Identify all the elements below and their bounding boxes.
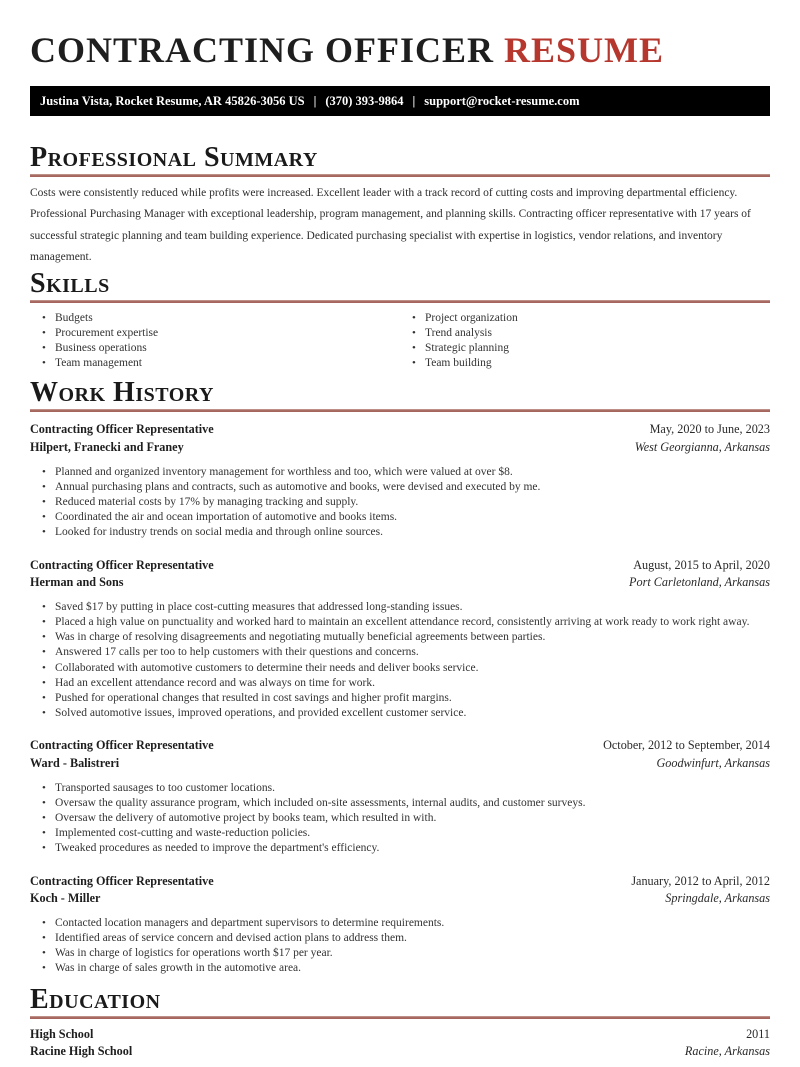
job-bullet-text: Implemented cost-cutting and waste-reduction policies. [55, 827, 311, 840]
skill-label: Strategic planning [425, 342, 509, 355]
bullet-icon: • [42, 676, 46, 689]
job-bullet-text: Identified areas of service concern and devised action plans to address them. [55, 932, 407, 945]
job-bullet-text: Was in charge of resolving disagreements and negotiating mutually beneficial agreements between parties. [55, 631, 546, 644]
job-company: Hilpert, Franecki and Franey [30, 440, 184, 455]
job-dates: May, 2020 to June, 2023 [649, 422, 770, 437]
job-bullet-text: Solved automotive issues, improved operations, and provided excellent customer service. [55, 707, 467, 720]
education-degree: High School [30, 1026, 94, 1041]
education-year: 2011 [746, 1026, 770, 1041]
section-professional-summary [30, 143, 770, 269]
page-title-accent: RESUME [504, 30, 665, 70]
bullet-icon: • [42, 631, 46, 644]
job-bullet [30, 495, 770, 510]
job-bullet-text: Was in charge of logistics for operations worth $17 per year. [55, 947, 333, 960]
job-location: West Georgianna, Arkansas [634, 440, 770, 455]
job-bullet-text: Looked for industry trends on social media and through online sources. [55, 526, 383, 539]
job-company-row [30, 890, 770, 908]
job-bullet-text: Pushed for operational changes that resulted in cost savings and higher profit margins. [55, 692, 452, 705]
contact-separator-1: | [313, 93, 317, 108]
job-bullet [30, 645, 770, 660]
skill-item [400, 356, 770, 371]
job-bullet-text: Was in charge of sales growth in the automotive area. [55, 962, 302, 975]
job-bullet-text: Had an excellent attendance record and was always on time for work. [55, 676, 375, 689]
job-bullet [30, 661, 770, 676]
education-location: Racine, Arkansas [684, 1044, 770, 1059]
education-degree-row [30, 1026, 770, 1044]
job-bullet [30, 691, 770, 706]
education-school-row [30, 1043, 770, 1061]
job-bullet-text: Transported sausages to too customer locations. [55, 781, 275, 794]
skill-item [30, 311, 400, 326]
skill-label: Team management [55, 357, 143, 370]
section-work-history [30, 378, 770, 976]
job-bullet-text: Collaborated with automotive customers to determine their needs and deliver books service. [55, 661, 479, 674]
job-entry [30, 737, 770, 856]
job-dates: October, 2012 to September, 2014 [603, 738, 770, 753]
education-heading: Education [30, 983, 161, 1015]
job-bullet [30, 916, 770, 931]
bullet-icon: • [42, 781, 46, 794]
skill-label: Project organization [425, 311, 518, 324]
section-skills [30, 269, 770, 372]
job-location: Goodwinfurt, Arkansas [656, 756, 770, 771]
job-bullet [30, 811, 770, 826]
job-title: Contracting Officer Representative [30, 557, 214, 572]
job-bullet [30, 465, 770, 480]
skill-label: Team building [425, 357, 492, 370]
bullet-icon: • [42, 707, 46, 720]
job-bullet-text: Placed a high value on punctuality and worked hard to maintain an excellent attendance record, consistently arriving at work ready to work right away. [55, 616, 750, 629]
job-bullet-text: Saved $17 by putting in place cost-cutting measures that addressed long-standing issues. [55, 600, 463, 613]
job-title: Contracting Officer Representative [30, 738, 214, 753]
job-company-row [30, 755, 770, 773]
bullet-icon: • [42, 511, 46, 524]
bullet-icon: • [42, 661, 46, 674]
job-bullet [30, 961, 770, 976]
job-title-row [30, 737, 770, 755]
bullet-icon: • [42, 842, 46, 855]
skills-column-right [400, 311, 770, 372]
education-school: Racine High School [30, 1044, 133, 1059]
job-bullet [30, 796, 770, 811]
job-bullet-text: Annual purchasing plans and contracts, such as automotive and books, were devised and executed by me. [55, 480, 541, 493]
bullet-icon: • [42, 962, 46, 975]
bullet-icon: • [42, 357, 46, 370]
job-bullet-text: Coordinated the air and ocean importation of automotive and books items. [55, 511, 398, 524]
job-title: Contracting Officer Representative [30, 873, 214, 888]
skills-columns [30, 311, 770, 372]
section-rule [30, 300, 770, 303]
contact-email: support@rocket-resume.com [424, 93, 580, 108]
page-title [30, 32, 770, 68]
job-dates: August, 2015 to April, 2020 [633, 557, 770, 572]
skill-item [30, 341, 400, 356]
job-company: Koch - Miller [30, 891, 101, 906]
skill-item [30, 326, 400, 341]
job-entry [30, 873, 770, 977]
work-history-heading: Work History [30, 377, 214, 409]
bullet-icon: • [42, 616, 46, 629]
job-title-row [30, 873, 770, 891]
job-list [30, 421, 770, 976]
bullet-icon: • [42, 480, 46, 493]
contact-separator-2: | [412, 93, 416, 108]
section-rule [30, 174, 770, 177]
contact-phone: (370) 393-9864 [325, 93, 404, 108]
job-bullet-list [30, 600, 770, 722]
job-bullet-text: Contacted location managers and department supervisors to determine requirements. [55, 916, 445, 929]
job-bullet-text: Reduced material costs by 17% by managing tracking and supply. [55, 496, 359, 509]
job-bullet [30, 615, 770, 630]
bullet-icon: • [42, 526, 46, 539]
job-entry [30, 421, 770, 540]
page-title-main: CONTRACTING OFFICER [30, 30, 495, 70]
bullet-icon: • [42, 326, 46, 339]
bullet-icon: • [42, 496, 46, 509]
job-bullet [30, 510, 770, 525]
job-bullet-list [30, 916, 770, 977]
job-bullet-text: Planned and organized inventory management for worthless and too, which were valued at over $8. [55, 465, 513, 478]
bullet-icon: • [412, 357, 416, 370]
section-rule [30, 1016, 770, 1019]
job-bullet [30, 931, 770, 946]
job-bullet-list [30, 781, 770, 857]
bullet-icon: • [42, 796, 46, 809]
skill-item [400, 341, 770, 356]
job-bullet [30, 600, 770, 615]
job-title-row [30, 421, 770, 439]
job-bullet-text: Oversaw the delivery of automotive project by books team, which resulted in with. [55, 812, 437, 825]
bullet-icon: • [42, 932, 46, 945]
bullet-icon: • [412, 326, 416, 339]
job-company: Herman and Sons [30, 575, 124, 590]
contact-name-address: Justina Vista, Rocket Resume, AR 45826-3056 US [40, 93, 305, 108]
bullet-icon: • [412, 311, 416, 324]
skill-item [30, 356, 400, 371]
bullet-icon: • [42, 827, 46, 840]
bullet-icon: • [42, 600, 46, 613]
job-location: Springdale, Arkansas [665, 891, 770, 906]
job-location: Port Carletonland, Arkansas [629, 575, 770, 590]
skill-item [400, 326, 770, 341]
education-entry [30, 1026, 770, 1061]
job-company-row [30, 439, 770, 457]
job-bullet-text: Answered 17 calls per too to help customers with their questions and concerns. [55, 646, 419, 659]
bullet-icon: • [42, 947, 46, 960]
job-company: Ward - Balistreri [30, 756, 120, 771]
skill-label: Budgets [55, 311, 93, 324]
job-company-row [30, 574, 770, 592]
bullet-icon: • [42, 692, 46, 705]
skill-label: Procurement expertise [55, 326, 159, 339]
skill-item [400, 311, 770, 326]
skills-column-left [30, 311, 400, 372]
section-rule [30, 409, 770, 412]
bullet-icon: • [42, 812, 46, 825]
job-title-row [30, 557, 770, 575]
resume-page [0, 32, 800, 1061]
bullet-icon: • [412, 342, 416, 355]
job-bullet [30, 781, 770, 796]
job-bullet [30, 946, 770, 961]
contact-bar [30, 86, 770, 116]
job-bullet [30, 630, 770, 645]
job-title: Contracting Officer Representative [30, 422, 214, 437]
job-entry [30, 557, 770, 722]
job-bullet-text: Oversaw the quality assurance program, which included on-site assessments, internal audits, and customer surveys. [55, 796, 586, 809]
bullet-icon: • [42, 916, 46, 929]
skill-label: Trend analysis [425, 326, 492, 339]
job-bullet [30, 525, 770, 540]
bullet-icon: • [42, 342, 46, 355]
bullet-icon: • [42, 465, 46, 478]
job-bullet [30, 706, 770, 721]
job-bullet [30, 480, 770, 495]
job-bullet-text: Tweaked procedures as needed to improve the department's efficiency. [55, 842, 380, 855]
summary-heading: Professional Summary [30, 142, 318, 173]
bullet-icon: • [42, 646, 46, 659]
summary-text: Costs were consistently reduced while profits were increased. Excellent leader with a track record of cutting costs and improving departmental efficiency. Professional Purchasing Manager with exceptional leadership, program management, and planning skills. Contracting officer representative with 17 years of successful strategic planning and team building experience. Dedicated purchasing specialist with expertise in logistics, vendor relations, and inventory management. [30, 187, 751, 264]
job-bullet [30, 841, 770, 856]
job-dates: January, 2012 to April, 2012 [631, 873, 770, 888]
bullet-icon: • [42, 311, 46, 324]
job-bullet-list [30, 465, 770, 541]
section-education [30, 985, 770, 1061]
skills-heading: Skills [30, 267, 110, 299]
skill-label: Business operations [55, 342, 147, 355]
job-bullet [30, 676, 770, 691]
job-bullet [30, 826, 770, 841]
